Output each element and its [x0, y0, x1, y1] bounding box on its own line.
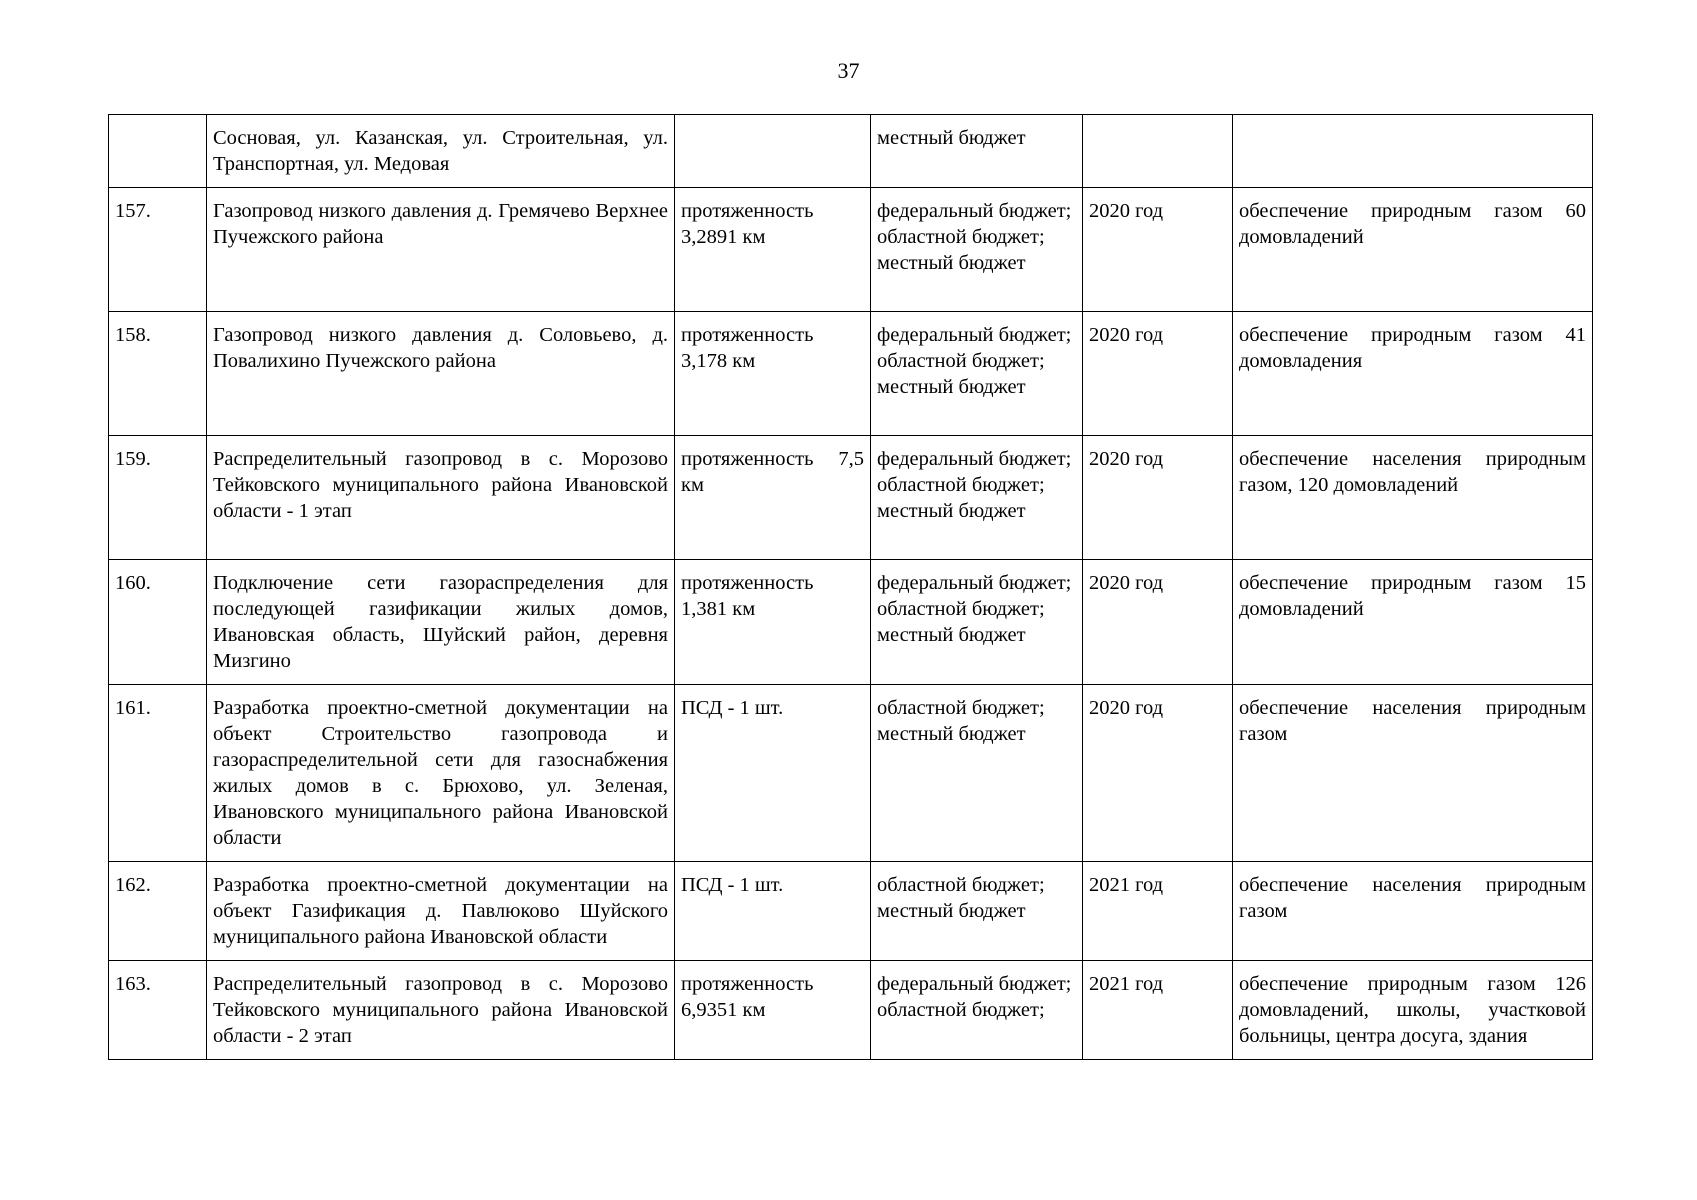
capacity: протяженность 1,381 км [675, 560, 871, 685]
funding-source-line: местный бюджет [877, 500, 1026, 522]
funding-source-line: федеральный бюджет; [877, 324, 1072, 346]
expected-result: обеспечение населения природным газом, 120 домовладений [1233, 436, 1593, 560]
year: 2021 год [1083, 862, 1233, 961]
funding-source [871, 188, 1083, 312]
funding-source-line: областной бюджет; [877, 598, 1045, 620]
funding-source [871, 685, 1083, 862]
funding-source [871, 436, 1083, 560]
object-name: Подключение сети газораспределения для последующей газификации жилых домов, Ивановская область, Шуйский район, деревня Мизгино [207, 560, 675, 685]
year: 2020 год [1083, 312, 1233, 436]
funding-source-line: федеральный бюджет; [877, 448, 1072, 470]
expected-result: обеспечение населения природным газом [1233, 685, 1593, 862]
row-number: 162. [109, 862, 207, 961]
capacity: протяженность 7,5 км [675, 436, 871, 560]
expected-result: обеспечение природным газом 60 домовладений [1233, 188, 1593, 312]
funding-source-line: федеральный бюджет; [877, 973, 1072, 995]
funding-source [871, 312, 1083, 436]
table-row [109, 685, 1593, 862]
page-number: 37 [837, 58, 860, 83]
capacity: протяженность 6,9351 км [675, 961, 871, 1060]
table-row [109, 961, 1593, 1060]
funding-source-line: федеральный бюджет; [877, 200, 1072, 222]
funding-source-line: местный бюджет [877, 624, 1026, 646]
row-number [109, 115, 207, 188]
capacity [675, 115, 871, 188]
table-row [109, 436, 1593, 560]
funding-source-line: местный бюджет [877, 900, 1026, 922]
funding-source-line: местный бюджет [877, 723, 1026, 745]
expected-result: обеспечение населения природным газом [1233, 862, 1593, 961]
funding-source-line: областной бюджет; [877, 874, 1045, 896]
funding-source-line: областной бюджет; [877, 226, 1045, 248]
capacity: протяженность 3,178 км [675, 312, 871, 436]
expected-result: обеспечение природным газом 126 домовладений, школы, участковой больницы, центра досуга, здания [1233, 961, 1593, 1060]
capacity: ПСД - 1 шт. [675, 685, 871, 862]
year [1083, 115, 1233, 188]
object-name: Разработка проектно-сметной документации на объект Газификация д. Павлюково Шуйского муниципального района Ивановской области [207, 862, 675, 961]
expected-result [1233, 115, 1593, 188]
row-number: 163. [109, 961, 207, 1060]
funding-source [871, 961, 1083, 1060]
object-name: Разработка проектно-сметной документации на объект Строительство газопровода и газораспределительной сети для газоснабжения жилых домов в с. Брюхово, ул. Зеленая, Ивановского муниципального района Ивановской области [207, 685, 675, 862]
year: 2020 год [1083, 436, 1233, 560]
row-number: 160. [109, 560, 207, 685]
expected-result: обеспечение природным газом 15 домовладений [1233, 560, 1593, 685]
capacity: протяженность 3,2891 км [675, 188, 871, 312]
row-number: 158. [109, 312, 207, 436]
object-name: Распределительный газопровод в с. Морозово Тейковского муниципального района Ивановской области - 2 этап [207, 961, 675, 1060]
funding-source-line: областной бюджет; [877, 474, 1045, 496]
table-row [109, 115, 1593, 188]
year: 2020 год [1083, 685, 1233, 862]
object-name: Газопровод низкого давления д. Гремячево Верхнее Пучежского района [207, 188, 675, 312]
object-name: Распределительный газопровод в с. Морозово Тейковского муниципального района Ивановской области - 1 этап [207, 436, 675, 560]
funding-source-line: областной бюджет; [877, 697, 1045, 719]
expected-result: обеспечение природным газом 41 домовладения [1233, 312, 1593, 436]
year: 2021 год [1083, 961, 1233, 1060]
funding-source-line: областной бюджет; [877, 999, 1045, 1021]
table-row [109, 312, 1593, 436]
table-row [109, 862, 1593, 961]
funding-source [871, 560, 1083, 685]
year: 2020 год [1083, 188, 1233, 312]
table-row [109, 560, 1593, 685]
funding-source [871, 115, 1083, 188]
object-name: Сосновая, ул. Казанская, ул. Строительная, ул. Транспортная, ул. Медовая [207, 115, 675, 188]
funding-source-line: федеральный бюджет; [877, 572, 1072, 594]
capacity: ПСД - 1 шт. [675, 862, 871, 961]
object-name: Газопровод низкого давления д. Соловьево, д. Повалихино Пучежского района [207, 312, 675, 436]
table-row [109, 188, 1593, 312]
program-table [108, 114, 1593, 1060]
year: 2020 год [1083, 560, 1233, 685]
funding-source-line: местный бюджет [877, 376, 1026, 398]
funding-source [871, 862, 1083, 961]
row-number: 159. [109, 436, 207, 560]
funding-source-line: областной бюджет; [877, 350, 1045, 372]
row-number: 161. [109, 685, 207, 862]
funding-source-line: местный бюджет [877, 127, 1026, 149]
funding-source-line: местный бюджет [877, 252, 1026, 274]
row-number: 157. [109, 188, 207, 312]
